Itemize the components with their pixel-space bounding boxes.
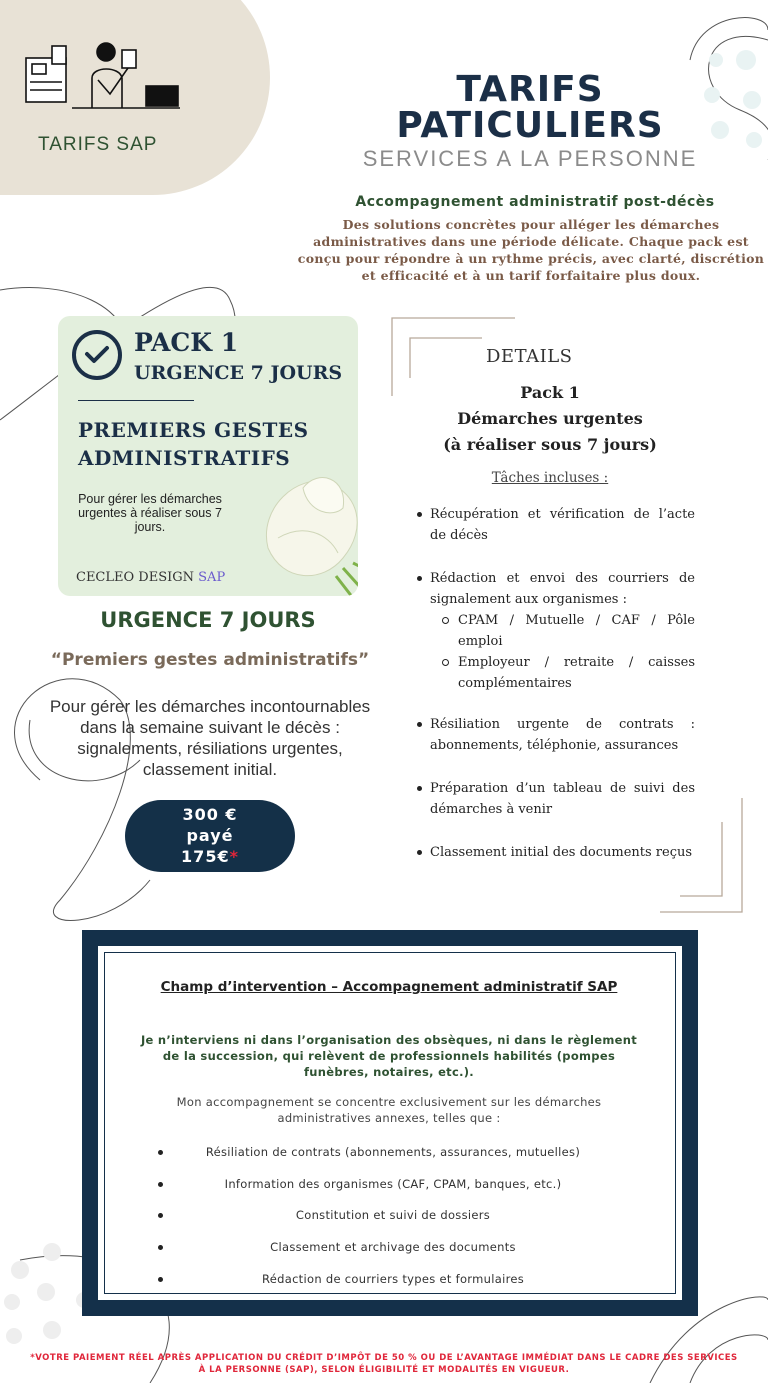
list-item: Récupération et vérification de l’acte de décès	[410, 504, 695, 546]
sub-list-item: CPAM / Mutuelle / CAF / Pôle emploi	[430, 610, 695, 652]
included-label: Tâches incluses :	[491, 470, 609, 486]
offer-description: Pour gérer les démarches incontournables dans la semaine suivant le décès : signalements, résiliations urgentes, classement initial.	[49, 697, 371, 779]
clock-check-icon	[72, 330, 122, 380]
price-star: *	[229, 847, 239, 866]
price-paid-row	[125, 846, 295, 867]
price-badge	[125, 800, 295, 872]
list-item: Préparation d’un tableau de suivi des démarches à venir	[410, 778, 695, 820]
list-item: Information des organismes (CAF, CPAM, banques, etc.)	[158, 1174, 628, 1206]
intro-heading: Accompagnement administratif post-décès	[355, 194, 715, 210]
sub-list-item: Employeur / retraite / caisses complémentaires	[430, 652, 695, 694]
scope-frame-inner	[98, 946, 682, 1300]
scope-list	[158, 1142, 628, 1300]
logo-main: CECLEO DESIGN	[76, 570, 195, 585]
pack-urgency: URGENCE 7 JOURS	[134, 362, 343, 384]
offer-quote: “Premiers gestes administratifs”	[50, 650, 370, 670]
lily-flower-icon	[248, 468, 358, 596]
footer-note: *VOTRE PAIEMENT RÉEL APRÈS APPLICATION DU CRÉDIT D’IMPÔT DE 50 % OU DE L’AVANTAGE IMMÉDIAT DANS LE CADRE DES SERVICES À LA PERSONNE (SAP), SELON ÉLIGIBILITÉ ET MODALITÉS EN VIGUEUR.	[30, 1353, 738, 1375]
scope-intro: Mon accompagnement se concentre exclusivement sur les démarches administratives annexes, telles que :	[176, 1095, 602, 1125]
price-paid-label: payé	[186, 826, 234, 845]
list-item: Résiliation urgente de contrats : abonnements, téléphonie, assurances	[410, 714, 695, 756]
list-item-text: Rédaction et envoi des courriers de signalement aux organismes :	[430, 571, 695, 607]
pack-title: PACK 1	[134, 328, 239, 357]
logo-accent: SAP	[198, 570, 226, 585]
pack-text: Pour gérer les démarches urgentes à réaliser sous 7 jours.	[78, 492, 222, 534]
list-item: Classement initial des documents reçus	[410, 842, 695, 863]
intro-text: Des solutions concrètes pour alléger les démarches administratives dans une période délicate. Chaque pack est conçu pour répondre à un rythme précis, avec clarté, discrétion et efficacité et à un tarif forfaitaire plus doux.	[297, 217, 765, 283]
price-full: 300 €	[182, 805, 238, 824]
details-name: Démarches urgentes	[457, 409, 643, 428]
list-item: Classement et archivage des documents	[158, 1237, 628, 1269]
details-title: DETAILS	[486, 346, 573, 367]
price-paid: 175€	[181, 847, 230, 866]
scope-title: Champ d’intervention – Accompagnement administratif SAP	[160, 979, 618, 995]
offer-title: URGENCE 7 JOURS	[100, 608, 316, 632]
details-pack	[410, 380, 690, 458]
page-subtitle: SERVICES A LA PERSONNE	[362, 146, 698, 171]
sub-list	[430, 610, 695, 694]
pack-card	[58, 316, 358, 596]
brand-label: TARIFS SAP	[38, 134, 158, 155]
page-title: TARIFS PATICULIERS	[396, 69, 664, 146]
list-item: Résiliation de contrats (abonnements, assurances, mutuelles)	[158, 1142, 628, 1174]
pack-heading: PREMIERS GESTES ADMINISTRATIFS	[78, 418, 309, 470]
details-list	[410, 504, 695, 885]
scope-frame	[82, 930, 698, 1316]
list-item: Constitution et suivi de dossiers	[158, 1205, 628, 1237]
details-deadline: (à réaliser sous 7 jours)	[443, 435, 657, 454]
list-item	[410, 568, 695, 694]
details-pack-name: Pack 1	[520, 383, 580, 402]
scope-disclaimer: Je n’interviens ni dans l’organisation des obsèques, ni dans le règlement de la succession, qui relèvent de professionnels habilités (pompes funèbres, notaires, etc.).	[140, 1033, 638, 1079]
office-illustration-icon	[22, 38, 182, 114]
divider	[78, 400, 194, 401]
list-item: Rédaction de courriers types et formulaires	[158, 1269, 628, 1301]
card-logo	[76, 570, 225, 585]
